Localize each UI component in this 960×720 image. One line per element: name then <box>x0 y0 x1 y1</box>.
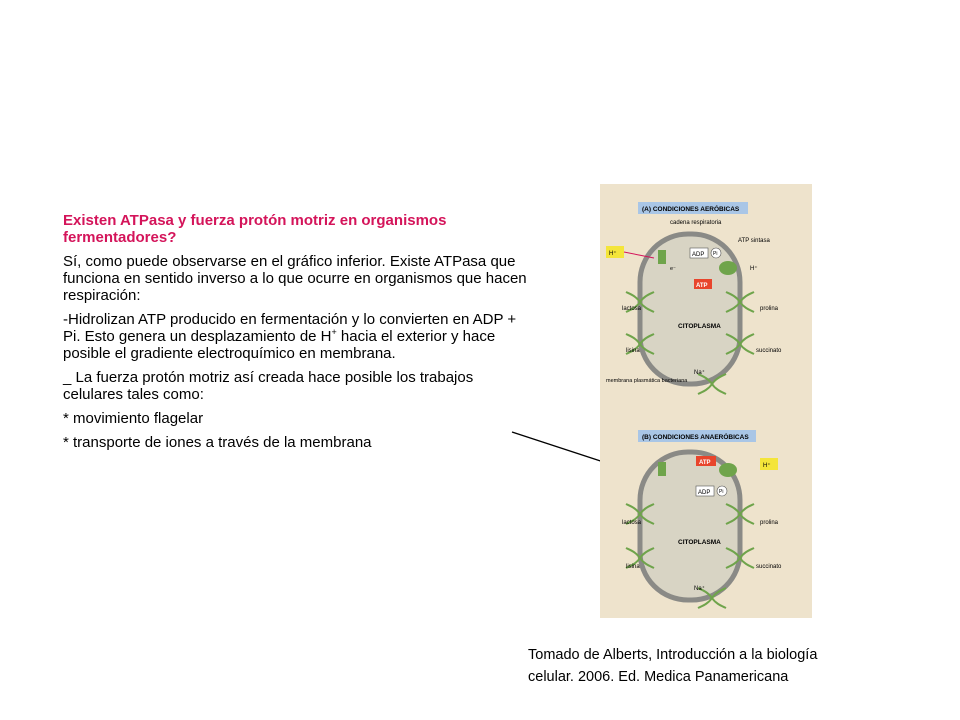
respiratory-chain-a <box>658 250 666 264</box>
h-box-a-label: H⁺ <box>609 251 617 257</box>
paragraph-hydrolysis-part2: hacia el exterior y hace posible el gradiente electroquímico en membrana. <box>63 328 496 362</box>
lactosa-label-b: lactosa <box>622 520 642 526</box>
bullet-ion-transport: * transporte de iones a través de la membrana <box>63 434 372 451</box>
atpase-figure <box>600 184 812 618</box>
lisina-label-b: lisina <box>626 564 640 570</box>
paragraph-hydrolysis <box>63 311 533 362</box>
question-heading: Existen ATPasa y fuerza protón motriz en organismos fermentadores? <box>63 212 447 246</box>
paragraph-hydrolysis-part1: -Hidrolizan ATP producido en fermentación y lo convierten en ADP + Pi. Esto genera un desplazamiento de H <box>63 311 517 345</box>
h-box-b-label: H⁺ <box>763 463 771 469</box>
flagellar-motor-b <box>658 462 666 476</box>
atp-synthase-a <box>719 261 737 275</box>
label-atp-sintasa: ATP sintasa <box>738 238 770 244</box>
main-text-block <box>63 212 533 458</box>
pi-label-b: Pi <box>719 489 724 495</box>
caption-line-1: Tomado de Alberts, Introducción a la biología <box>528 647 818 663</box>
atpase-diagram <box>600 184 812 618</box>
membrana-label: membrana plasmática bacteriana <box>606 378 688 384</box>
h-label-a1: H⁺ <box>750 266 758 272</box>
paragraph-proton-force: _ La fuerza protón motriz así creada hace posible los trabajos celulares tales como: <box>63 369 474 403</box>
bullet-flagellar: * movimiento flagelar <box>63 410 204 427</box>
label-cadena-respiratoria: cadena respiratoria <box>670 220 722 226</box>
pi-label-a: Pi <box>713 251 718 257</box>
na-label-a: Na⁺ <box>694 370 705 376</box>
atp-label-b: ATP <box>699 460 711 466</box>
lactosa-label-a: lactosa <box>622 306 642 312</box>
superscript-plus: + <box>331 327 337 337</box>
succinato-label-b: succinato <box>756 564 782 570</box>
lisina-label-a: lisina <box>626 348 640 354</box>
figure-caption <box>528 644 908 688</box>
caption-line-2: celular. 2006. Ed. Medica Panamericana <box>528 669 789 685</box>
adp-label-b: ADP <box>698 490 711 496</box>
atpase-b <box>719 463 737 477</box>
paragraph-intro: Sí, como puede observarse en el gráfico inferior. Existe ATPasa que funciona en sentido inverso a lo que ocurre en organismos que hacen respiración: <box>63 253 527 304</box>
atp-label-a: ATP <box>696 283 708 289</box>
panel-b-title: (B) CONDICIONES ANAERÓBICAS <box>642 434 749 441</box>
prolina-label-b: prolina <box>760 520 779 526</box>
adp-label-a: ADP <box>692 252 705 258</box>
succinato-label-a: succinato <box>756 348 782 354</box>
e-minus-label: e⁻ <box>670 266 676 272</box>
panel-a-title: (A) CONDICIONES AERÓBICAS <box>642 206 740 213</box>
prolina-label-a: prolina <box>760 306 779 312</box>
na-label-b: Na⁺ <box>694 586 705 592</box>
citoplasma-label-b: CITOPLASMA <box>678 539 721 546</box>
citoplasma-label-a: CITOPLASMA <box>678 323 721 330</box>
